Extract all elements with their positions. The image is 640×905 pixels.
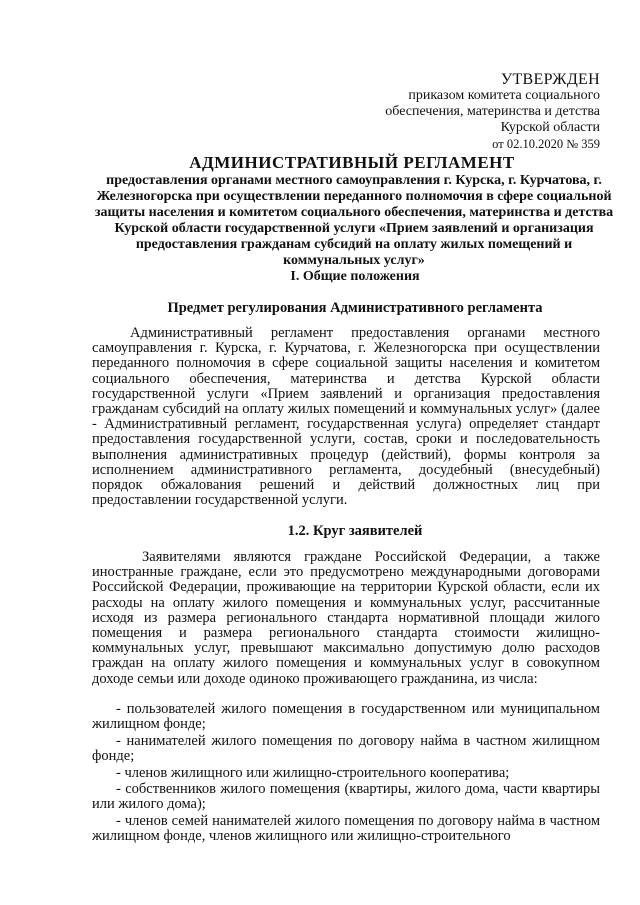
document-subtitle: предоставления органами местного самоуправления г. Курска, г. Курчатова, г. Железногорска при осуществлении переданного полномочия в сфере социальной защиты населения и комитетом социального обеспечения, материнства и детства Курской области государственной услуги «Прием заявлений и организация предоставления гражданам субсидий на оплату жилых помещений и коммунальных услуг»: [94, 173, 614, 268]
list-item: - членов жилищного или жилищно-строительного кооператива;: [116, 764, 510, 781]
approval-stamp: [385, 72, 600, 152]
approval-line: приказом комитета социального: [408, 88, 600, 103]
subsection-heading: 1.2. Круг заявителей: [287, 523, 423, 539]
subsection-heading: Предмет регулирования Административного регламента: [167, 300, 543, 316]
body-paragraph: Административный регламент предоставления органами местного самоуправления г. Курска, г. Курчатова, г. Железногорска при осуществлении переданного полномочия в сфере социальной защиты населения и комитетом социального обеспечения, материнства и детства Курской области государственной услуги «Прием заявлений и организация предоставления гражданам субсидий на оплату жилых помещений и коммунальных услуг» (далее - Административный регламент, государственная услуга) определяет стандарт предоставления государственной услуги, состав, сроки и последовательность выполнения административных процедур (действий), формы контроля за исполнением административного регламента, досудебный (внесудебный) порядок обжалования решений и действий должностных лиц при предоставлении государственной услуги.: [92, 325, 600, 509]
approval-date: от 02.10.2020 № 359: [492, 137, 600, 151]
approval-line: Курской области: [500, 120, 600, 135]
document-title: АДМИНИСТРАТИВНЫЙ РЕГЛАМЕНТ: [189, 153, 515, 172]
approval-line: обеспечения, материнства и детства: [385, 104, 600, 119]
section-heading: I. Общие положения: [290, 269, 420, 284]
list-item: - членов семей нанимателей жилого помещения по договору найма в частном жилищном фонде, членов жилищного или жилищно-строительного: [92, 813, 600, 845]
list-item: - пользователей жилого помещения в государственном или муниципальном жилищном фонде;: [92, 701, 600, 733]
approval-heading: УТВЕРЖДЕН: [500, 71, 600, 88]
applicant-list: [92, 702, 600, 844]
list-item: - нанимателей жилого помещения по договору найма в частном жилищном фонде;: [92, 732, 600, 764]
body-paragraph: Заявителями являются граждане Российской Федерации, а также иностранные граждане, если это предусмотрено международными договорами Российской Федерации, проживающие на территории Курской области, если их расходы на оплату жилого помещения и коммунальных услуг, рассчитанные исходя из размера регионального стандарта нормативной площади жилого помещения и размера регионального стандарта стоимости жилищно-коммунальных услуг, превышают максимально допустимую долю расходов граждан на оплату жилого помещения и коммунальных услуг в совокупном доходе семьи или доходе одиноко проживающего гражданина, из числа:: [92, 549, 600, 687]
list-item: - собственников жилого помещения (квартиры, жилого дома, части квартиры или жилого дома);: [92, 781, 600, 813]
